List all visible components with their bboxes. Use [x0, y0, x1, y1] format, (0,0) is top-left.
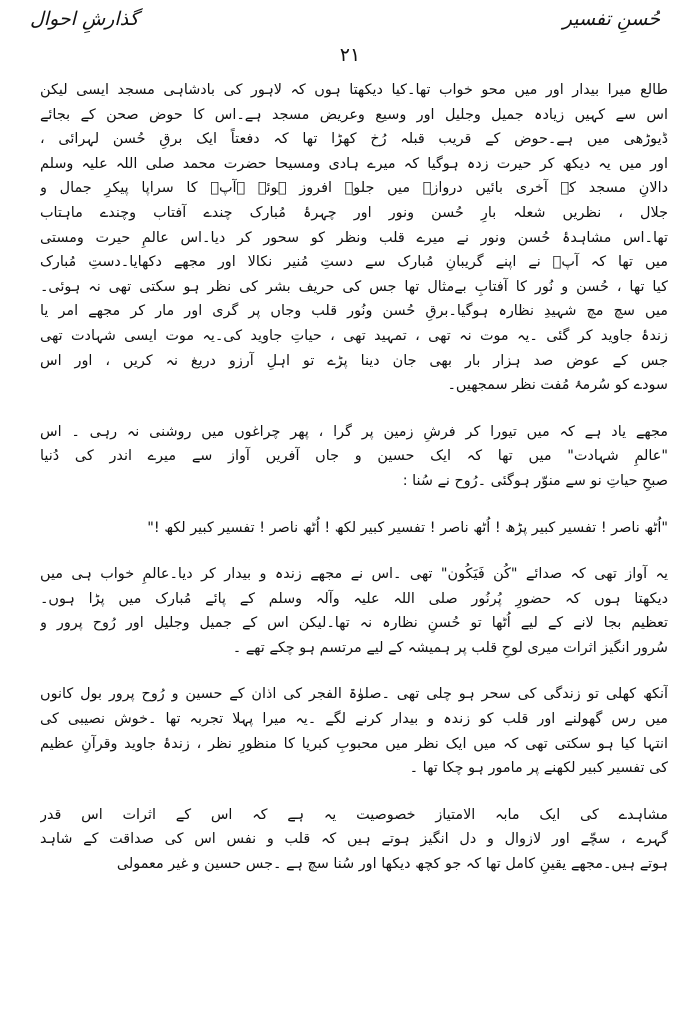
- paragraph: [40, 682, 668, 780]
- text-line: یہ آواز تھی کہ صدائے "کُن فَیَکُون" تھی ۔اس نے مجھے زندہ و بیدار کر دیا۔عالمِ خواب ہی میں: [40, 566, 668, 583]
- running-header-book-title: حُسنِ تفسیر: [562, 8, 660, 30]
- paragraph: [40, 803, 668, 877]
- text-line: جلال ، نظریں شعلہ بارِ حُسن ونور اور چہرۂ مُبارک چندے آفتاب وچندے ماہتاب: [40, 204, 668, 221]
- running-header-section-title: گذارشِ احوال: [30, 8, 139, 30]
- text-line: سودے کو سُرمۂ مُفت نظر سمجھیں۔: [447, 377, 668, 394]
- text-line: تھا۔اس مشاہدۂ حُسن ونور نے میرے قلب ونظر کو سحور کر دیا۔اس عالمِ حیرت ومستی: [40, 229, 668, 246]
- paragraph-gap: [40, 660, 668, 682]
- page-number: ٢١: [339, 44, 361, 66]
- text-line: سُرور انگیز اثرات میری لوحِ قلب پر ہمیشہ کے لیے مرتسم ہو چکے تھے ۔: [232, 639, 668, 656]
- text-line: تعظیم بجا لانے کے لیے اُٹھا تو حُسنِ نظارہ نہ تھا۔لیکن اس کے جمیل وجلیل اور رُوح پرور و: [40, 615, 668, 632]
- text-line: جس کے عوض صد ہزار بار بھی جان دینا پڑے تو اہلِ آرزو دریغ نہ کریں ، اور اس: [40, 352, 668, 369]
- text-line: طالع میرا بیدار اور میں محو خواب تھا۔کیا دیکھتا ہوں کہ لاہور کی بادشاہی مسجد ایسی لیکن: [40, 82, 668, 98]
- text-line: دیکھتا ہوں کہ حضورِ پُرنُور صلی اللہ علیہ وآلہ وسلم کے پائے مُبارک میں پڑا ہوں۔: [40, 590, 668, 607]
- text-line: میں رس گھولنے اور قلب کو زندہ و بیدار کرنے لگے ۔یہ میرا پہلا تجربہ تھا ۔خوش نصیبی کی: [40, 711, 668, 728]
- text-line: "عالمِ شہادت" میں تھا کہ ایک حسین و جاں آفریں آواز سے میرے اندر کی دُنیا: [40, 448, 668, 465]
- text-line: زندۂ جاوید کر گئی ۔یہ موت نہ تھی ، تمہید تھی ، حیاتِ جاوید کی۔یہ موت ایسی شہادت تھی: [40, 327, 668, 344]
- text-line: میں سچ مچ شہیدِ نظارہ ہوگیا۔برقِ حُسن ونُور قلب وجاں پر گری اور مار کر مجھے امر یا: [40, 303, 668, 320]
- text-line: اس سے کہیں زیادہ جمیل وجلیل اور وسیع وعریض مسجد ہے۔اس کا حوض صحن کے بجائے: [40, 106, 668, 123]
- text-line: کیا تھا ، حُسن و نُور کا آفتابِ بےمثال تھا جس کی حریف بشر کی نظر ہو سکتی تھی نہ ہوئی۔: [40, 278, 668, 295]
- text-line: اور میں یہ دیکھ کر حیرت زدہ ہوگیا کہ میرے ہادی ومسیحا حضرت محمد صلی اللہ علیہ وسلم: [40, 155, 668, 172]
- text-line: مشاہدے کی ایک مابہ الامتیاز خصوصیت یہ ہے کہ اس کے اثرات اس قدر: [40, 806, 668, 823]
- paragraph: [40, 562, 668, 660]
- text-line: کی تفسیر کبیر لکھنے پر مامور ہو چکا تھا ۔: [409, 760, 668, 777]
- text-line: آنکھ کھلی تو زندگی کی سحر ہو چلی تھی ۔صلوٰۃ الفجر کی اذان کے حسین و رُوح پرور بول کانوں: [40, 686, 668, 703]
- text-line: "اُٹھ ناصر ! تفسیر کبیر پڑھ ! اُٹھ ناصر ! تفسیر کبیر لکھ ! اُٹھ ناصر ! تفسیر کبیر لکھ !": [147, 519, 668, 536]
- body-text: [40, 78, 668, 877]
- paragraph: [40, 78, 668, 398]
- paragraph: [40, 420, 668, 494]
- text-line: ہوتے ہیں۔مجھے یقینِ کامل تھا کہ جو کچھ دیکھا اور سُنا سچ ہے ۔جس حسین و غیر معمولی: [116, 856, 668, 873]
- text-line: انتہا کیا ہو سکتی تھی کہ میں ایک نظر میں محبوبِ کبریا کا منظورِ نظر ، زندۂ جاوید وقرآنِ عظیم: [40, 735, 668, 752]
- text-line: دالانِ مسجد کے آخری بائیں دروازے میں جلوہ افروز ہوئے ۔آپؐ کا سراپا پیکرِ جمال و: [40, 180, 668, 197]
- paragraph: [40, 516, 668, 541]
- paragraph-gap: [40, 494, 668, 516]
- paragraph-gap: [40, 781, 668, 803]
- text-line: صبحِ حیاتِ نو سے منوّر ہوگئی ۔رُوح نے سُنا :: [402, 472, 668, 489]
- paragraph-gap: [40, 398, 668, 420]
- text-line: مجھے یاد ہے کہ میں تیورا کر فرشِ زمین پر گرا ، پھر چراغوں میں روشنی نہ رہی ۔ اس: [40, 423, 668, 440]
- paragraph-gap: [40, 540, 668, 562]
- text-line: میں تھا کہ آپؐ نے اپنے گریبانِ مُبارک سے دستِ مُنیر نکالا اور مجھے دکھایا۔دستِ مُبارک: [40, 254, 668, 271]
- text-line: ڈیوڑھی میں ہے۔حوض کے قریب قبلہ رُخ کھڑا تھا کہ دفعتاً ایک برقِ حُسن لہرائی ،: [40, 131, 668, 148]
- text-line: گہرے ، سچّے اور لازوال و دل انگیز ہوتے ہیں کہ قلب و نفس اس کی صداقت کے شاہد: [40, 831, 668, 848]
